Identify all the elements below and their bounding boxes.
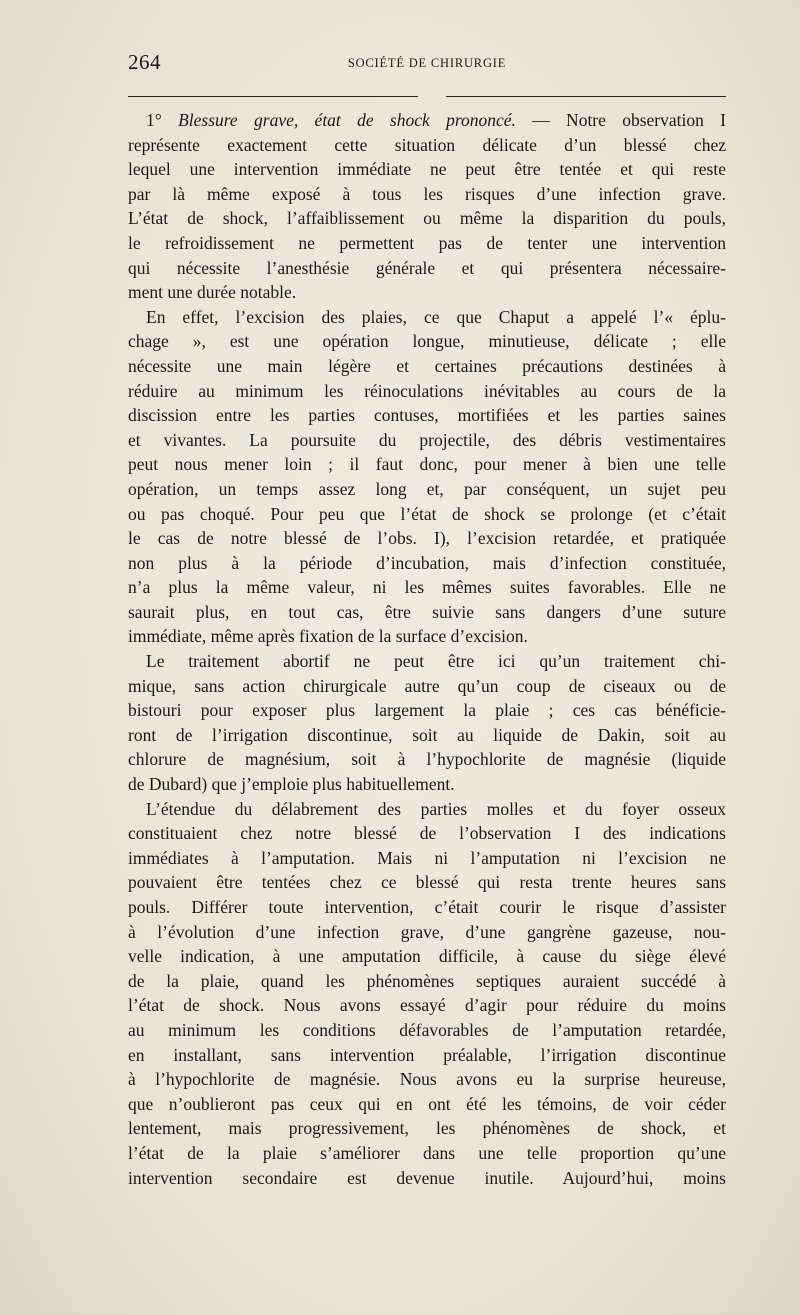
text-line: opération, un temps assez long et, par conséquent, un sujet peu [128,478,726,499]
text-line [128,108,726,133]
text-line: de la plaie, quand les phénomènes septiques auraient succédé à [128,970,726,991]
text-line: à l’hypochlorite de magnésie. Nous avons eu la surprise heureuse, [128,1069,726,1090]
text-line: par là même exposé à tous les risques d’une infection grave. [128,183,726,204]
text-line: intervention secondaire est devenue inutile. Aujourd’hui, moins [128,1167,726,1188]
text-line: à l’évolution d’une infection grave, d’une gangrène gazeuse, nou- [128,921,726,942]
text-line: L’étendue du délabrement des parties molles et du foyer osseux [146,798,726,819]
text-line: nécessite une main légère et certaines précautions destinées à [128,355,726,376]
text-line: que n’oublieront pas ceux qui en ont été les témoins, de voir céder [128,1093,726,1114]
text-line: au minimum les conditions défavorables de l’amputation retardée, [128,1019,726,1040]
text-line: L’état de shock, l’affaiblissement ou même la disparition du pouls, [128,208,726,229]
text-line: de Dubard) que j’emploie plus habituellement. [128,774,455,795]
text-line: pouls. Différer toute intervention, c’était courir le risque d’assister [128,897,726,917]
text-line: velle indication, à une amputation difficile, à cause du siège élevé [128,946,726,967]
text-line: représente exactement cette situation délicate d’un blessé chez [128,134,726,155]
text-line: et vivantes. La poursuite du projectile, des débris vestimentaires [128,429,726,450]
body-text [128,108,726,1190]
text-line: lentement, mais progressivement, les phénomènes de shock, et [128,1118,726,1139]
text-line: mique, sans action chirurgicale autre qu’un coup de ciseaux ou de [128,675,726,696]
text-line: chage », est une opération longue, minutieuse, délicate ; elle [128,331,726,352]
text-line: immédiate, même après fixation de la surface d’excision. [128,626,528,647]
text-line: bistouri pour exposer plus largement la plaie ; ces cas bénéficie- [128,700,726,721]
text-line: Le traitement abortif ne peut être ici qu’un traitement chi- [146,651,726,672]
text-line: qui nécessite l’anesthésie générale et qui présentera nécessaire- [128,257,726,278]
text-line: le cas de notre blessé de l’obs. I), l’excision retardée, et pratiquée [128,528,726,549]
text-line: ment une durée notable. [128,282,297,303]
text-line: peut nous mener loin ; il faut donc, pour mener à bien une telle [128,454,726,475]
text-line: ou pas choqué. Pour peu que l’état de shock se prolonge (et c’était [128,503,726,524]
text-line: ront de l’irrigation discontinue, soit au liquide de Dakin, soit au [128,724,726,745]
text-line: immédiates à l’amputation. Mais ni l’amputation ni l’excision ne [128,847,726,868]
text-line: n’a plus la même valeur, ni les mêmes suites favorables. Elle ne [128,577,726,598]
text-line: discission entre les parties contuses, mortifiées et les parties saines [128,405,726,426]
text-line: l’état de shock. Nous avons essayé d’agir pour réduire du moins [128,995,726,1016]
running-title: SOCIÉTÉ DE CHIRURGIE [347,56,507,70]
header-rule-right [446,96,726,97]
text-line: non plus à la période d’incubation, mais d’infection constituée, [128,552,726,573]
text-line: lequel une intervention immédiate ne peut être tentée et qui reste [128,159,726,180]
text-line-rest: — Notre observation I [515,110,727,130]
page-header [128,50,726,78]
text-line: pouvaient être tentées chez ce blessé qui resta trente heures sans [128,872,726,893]
text-line: saurait plus, en tout cas, être suivie sans dangers d’une suture [128,601,726,622]
text-line: En effet, l’excision des plaies, ce que Chaput a appelé l’« éplu- [146,306,726,327]
text-line: le refroidissement ne permettent pas de tenter une intervention [128,232,726,253]
text-line: l’état de la plaie s’améliorer dans une telle proportion qu’une [128,1142,726,1163]
text-line: en installant, sans intervention préalable, l’irrigation discontinue [128,1044,726,1065]
text-line: constituaient chez notre blessé de l’observation I des indications [128,823,726,844]
page-number: 264 [128,50,161,74]
text-line-lead: 1° [146,110,179,130]
text-line: chlorure de magnésium, soit à l’hypochlorite de magnésie (liquide [128,749,726,770]
section-heading-italic: Blessure grave, état de shock prononcé. [178,110,516,130]
text-line: réduire au minimum les réinoculations inévitables au cours de la [128,380,726,401]
header-rule-left [128,96,418,97]
